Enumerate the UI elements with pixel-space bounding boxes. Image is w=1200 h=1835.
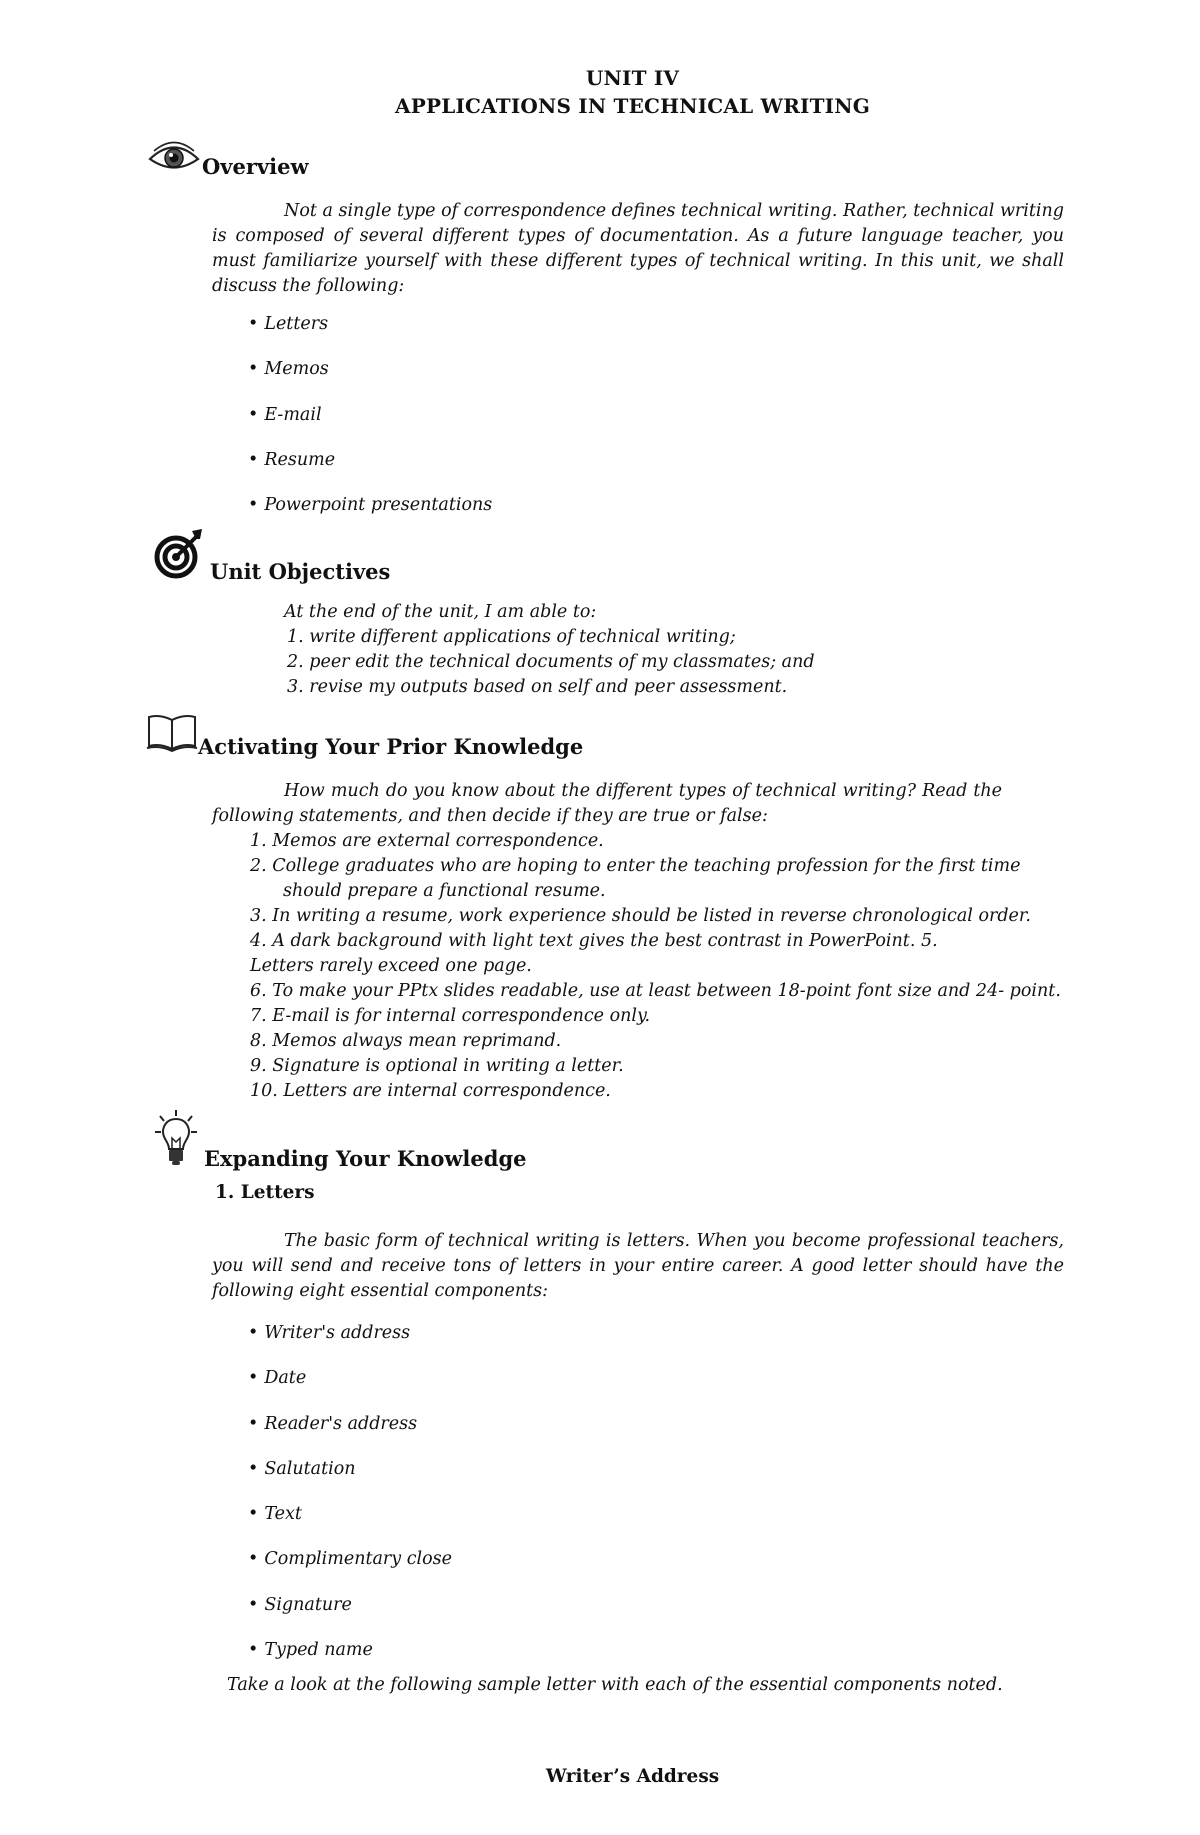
eye-icon bbox=[148, 140, 200, 179]
book-icon bbox=[146, 712, 198, 759]
list-item: 10. Letters are internal correspondence. bbox=[250, 1081, 611, 1101]
letters-subheading: 1. Letters bbox=[215, 1182, 315, 1203]
list-item: • Complimentary close bbox=[248, 1549, 453, 1570]
overview-paragraph bbox=[212, 199, 1064, 299]
list-item: 2. peer edit the technical documents of my classmates; and bbox=[287, 652, 815, 672]
objectives-heading bbox=[154, 527, 390, 584]
list-item: • Reader's address bbox=[248, 1413, 418, 1434]
lightbulb-icon bbox=[154, 1108, 198, 1171]
list-item: 1. Memos are external correspondence. bbox=[250, 831, 604, 851]
writers-address-label: Writer’s Address bbox=[545, 1766, 720, 1787]
list-item: • Letters bbox=[248, 314, 329, 334]
list-item: 9. Signature is optional in writing a letter. bbox=[250, 1056, 624, 1076]
letter-components-list bbox=[248, 1322, 452, 1684]
page-title: APPLICATIONS IN TECHNICAL WRITING bbox=[395, 94, 870, 118]
prior-knowledge-heading-text: Activating Your Prior Knowledge bbox=[198, 734, 584, 759]
prior-knowledge-intro bbox=[212, 779, 1002, 829]
list-item: • Typed name bbox=[248, 1640, 373, 1661]
list-item: • E-mail bbox=[248, 404, 322, 425]
overview-topic-list bbox=[248, 313, 492, 539]
prior-knowledge-intro-text: How much do you know about the different types of technical writing? Read the following statements, and then decide if they are true or false: bbox=[212, 781, 1002, 826]
overview-heading-text: Overview bbox=[202, 154, 309, 179]
objectives-list bbox=[284, 600, 815, 700]
true-false-statements bbox=[250, 829, 1061, 1104]
list-item: • Memos bbox=[248, 359, 329, 380]
objectives-intro: At the end of the unit, I am able to: bbox=[284, 602, 597, 622]
expanding-heading-text: Expanding Your Knowledge bbox=[204, 1146, 527, 1171]
list-item: • Signature bbox=[248, 1594, 352, 1615]
prior-knowledge-heading bbox=[146, 712, 583, 759]
list-item: • Salutation bbox=[248, 1458, 356, 1479]
target-icon bbox=[154, 527, 204, 584]
list-item: should prepare a functional resume. bbox=[283, 881, 606, 901]
unit-label: UNIT IV bbox=[585, 66, 680, 90]
list-item: 4. A dark background with light text gives the best contrast in PowerPoint. 5. bbox=[250, 931, 938, 951]
list-item: 3. revise my outputs based on self and peer assessment. bbox=[287, 677, 788, 697]
list-item: 8. Memos always mean reprimand. bbox=[250, 1031, 562, 1051]
overview-heading bbox=[148, 140, 309, 179]
list-item: • Date bbox=[248, 1368, 307, 1389]
letters-paragraph bbox=[212, 1229, 1064, 1304]
list-item: • Resume bbox=[248, 449, 336, 470]
letters-closing bbox=[227, 1673, 1003, 1698]
list-item: 7. E-mail is for internal correspondence only. bbox=[250, 1006, 651, 1026]
letters-paragraph-text: The basic form of technical writing is letters. When you become professional teachers, you will send and receive tons of letters in your entire career. A good letter should have the following eight essential components: bbox=[212, 1231, 1064, 1301]
list-item: • Writer's address bbox=[248, 1323, 411, 1343]
list-item: • Text bbox=[248, 1504, 302, 1525]
list-item: 2. College graduates who are hoping to enter the teaching profession for the first time bbox=[250, 856, 1021, 876]
objectives-heading-text: Unit Objectives bbox=[210, 559, 391, 584]
list-item: 1. write different applications of technical writing; bbox=[287, 627, 736, 647]
list-item: • Powerpoint presentations bbox=[248, 495, 493, 516]
letters-closing-text: Take a look at the following sample letter with each of the essential components noted. bbox=[227, 1675, 1003, 1695]
list-item: 3. In writing a resume, work experience should be listed in reverse chronological order. bbox=[250, 906, 1031, 926]
overview-paragraph-text: Not a single type of correspondence defines technical writing. Rather, technical writing is composed of several different types of documentation. As a future language teacher, you must familiarize yourself with these different types of technical writing. In this unit, we shall discuss the following: bbox=[212, 201, 1064, 296]
list-item: 6. To make your PPtx slides readable, use at least between 18-point font size and 24- point. bbox=[250, 981, 1061, 1001]
expanding-heading bbox=[154, 1108, 527, 1171]
list-item: Letters rarely exceed one page. bbox=[250, 956, 532, 976]
